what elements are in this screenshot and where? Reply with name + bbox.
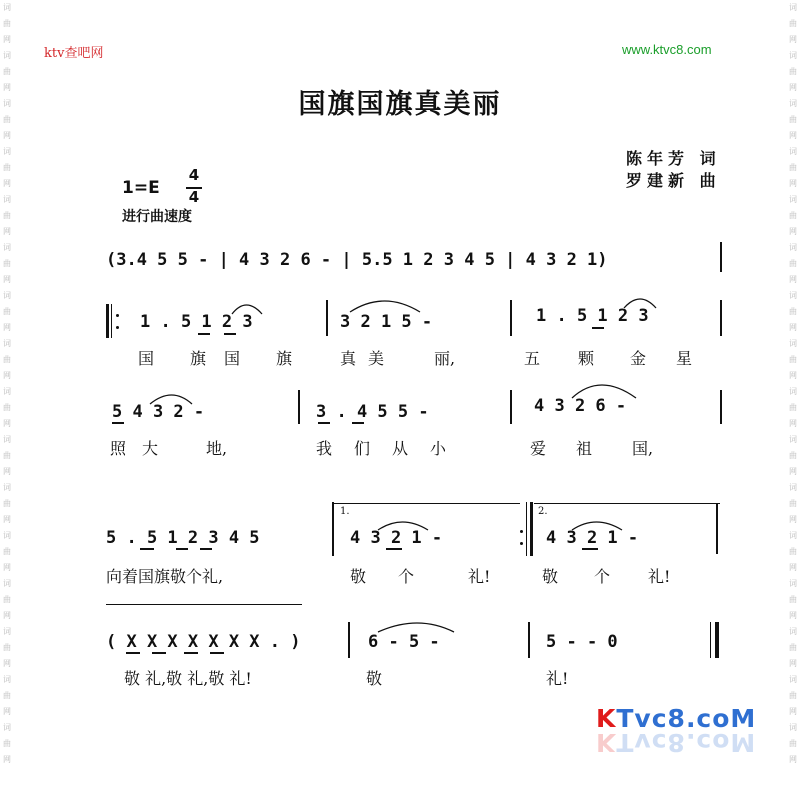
- lyric: 地,: [206, 439, 228, 458]
- edge-watermark-glyph: 词: [3, 387, 11, 396]
- notes-m4: 5 4 3 2 -: [112, 402, 205, 422]
- slur: [378, 623, 454, 632]
- edge-watermark-glyph: 曲: [3, 211, 11, 220]
- brand-watermark-reflection-k: K: [596, 728, 617, 757]
- lyric: 五: [524, 349, 541, 368]
- lyric: 敬 礼,敬 礼,敬 礼!: [124, 669, 252, 688]
- edge-watermark-glyph: 词: [789, 339, 797, 348]
- edge-watermark-glyph: 网: [3, 419, 11, 428]
- brand-watermark-rest: Tvc8.coM: [616, 704, 757, 733]
- edge-watermark-glyph: 词: [789, 99, 797, 108]
- notes-m3: 1 . 5 1 2 3: [536, 306, 649, 326]
- lyric: 大: [142, 439, 159, 458]
- edge-watermark-glyph: 网: [789, 467, 797, 476]
- edge-watermark-glyph: 网: [3, 611, 11, 620]
- notes-m8: 6 - 5 -: [368, 632, 440, 652]
- lyric: 旗: [190, 349, 207, 368]
- edge-watermark-glyph: 词: [789, 531, 797, 540]
- song-title: 国旗国旗真美丽: [298, 89, 502, 120]
- edge-watermark-glyph: 网: [789, 323, 797, 332]
- edge-watermark-glyph: 网: [789, 563, 797, 572]
- edge-watermark-glyph: 词: [3, 627, 11, 636]
- edge-watermark-glyph: 词: [3, 339, 11, 348]
- edge-watermark-glyph: 网: [3, 323, 11, 332]
- tempo-marking: 进行曲速度: [122, 209, 192, 225]
- brand-watermark-reflection: [596, 728, 756, 757]
- edge-watermark-glyph: 网: [3, 659, 11, 668]
- edge-watermark-glyph: 词: [3, 51, 11, 60]
- edge-watermark-glyph: 网: [3, 227, 11, 236]
- lyric: 礼!: [468, 567, 491, 586]
- key-signature: 1=E: [122, 178, 160, 198]
- lyric: 颗: [578, 349, 595, 368]
- edge-watermark-glyph: 词: [789, 291, 797, 300]
- edge-watermark-glyph: 词: [789, 675, 797, 684]
- composer-credit: 罗建新 曲: [626, 171, 721, 190]
- notes-m6: 4 3 2 6 -: [534, 396, 627, 416]
- edge-watermark-glyph: 网: [789, 275, 797, 284]
- edge-watermark-glyph: 词: [789, 723, 797, 732]
- edge-watermark-glyph: 曲: [789, 163, 797, 172]
- time-signature-top: 4: [188, 166, 200, 184]
- edge-watermark-glyph: 曲: [789, 595, 797, 604]
- edge-watermark-glyph: 词: [789, 3, 797, 12]
- edge-watermark-glyph: 曲: [789, 115, 797, 124]
- lyric: 爱: [530, 439, 547, 458]
- edge-watermark-glyph: 曲: [789, 499, 797, 508]
- lyric: 国: [138, 349, 155, 368]
- edge-watermark-glyph: 网: [789, 515, 797, 524]
- lyric: 真: [340, 349, 357, 368]
- slur: [572, 385, 636, 398]
- notes-m7: 5 . 5 1 2 3 4 5: [106, 528, 260, 548]
- edge-watermark-glyph: 曲: [789, 739, 797, 748]
- edge-watermark-glyph: 曲: [3, 19, 11, 28]
- edge-watermark-glyph: 曲: [3, 163, 11, 172]
- edge-watermark-glyph: 网: [3, 467, 11, 476]
- slur: [378, 522, 428, 530]
- edge-watermark-glyph: 词: [789, 195, 797, 204]
- brand-watermark-k: K: [596, 704, 617, 733]
- edge-watermark-glyph: 词: [789, 51, 797, 60]
- edge-watermark-glyph: 词: [789, 243, 797, 252]
- edge-watermark-glyph: 词: [3, 579, 11, 588]
- edge-watermark-glyph: 词: [3, 243, 11, 252]
- edge-watermark-glyph: 网: [789, 419, 797, 428]
- edge-watermark-glyph: 曲: [3, 451, 11, 460]
- lyric: 小: [430, 439, 447, 458]
- edge-watermark-glyph: 曲: [3, 67, 11, 76]
- edge-watermark-glyph: 网: [789, 35, 797, 44]
- edge-watermark-glyph: 网: [3, 707, 11, 716]
- notes-m1: 1 . 5 1 2 3: [140, 312, 253, 332]
- edge-watermark-glyph: 曲: [789, 355, 797, 364]
- edge-watermark-glyph: 网: [3, 131, 11, 140]
- edge-watermark-glyph: 词: [789, 627, 797, 636]
- edge-watermark-glyph: 词: [789, 387, 797, 396]
- edge-watermark-glyph: 网: [789, 83, 797, 92]
- edge-watermark-glyph: 曲: [3, 739, 11, 748]
- edge-watermark-glyph: 曲: [3, 643, 11, 652]
- edge-watermark-glyph: 词: [3, 147, 11, 156]
- edge-watermark-glyph: 网: [3, 515, 11, 524]
- edge-watermark-glyph: 网: [789, 611, 797, 620]
- lyric: 敬: [366, 669, 383, 688]
- notes-volta-2: 4 3 2 1 -: [546, 528, 639, 548]
- edge-watermark-glyph: 曲: [3, 547, 11, 556]
- lyric: 美: [368, 349, 385, 368]
- edge-watermark-glyph: 曲: [789, 691, 797, 700]
- lyric: 们: [354, 439, 371, 458]
- slur: [572, 522, 622, 530]
- lyric: 个: [594, 567, 611, 586]
- lyric: 敬: [350, 567, 367, 586]
- volta-1-label: 1.: [340, 506, 350, 517]
- edge-watermark-glyph: 词: [3, 3, 11, 12]
- lyric: 礼!: [546, 669, 569, 688]
- lyricist-credit: 陈年芳 词: [626, 149, 721, 168]
- notes-volta-1: 4 3 2 1 -: [350, 528, 443, 548]
- edge-watermark-glyph: 词: [3, 483, 11, 492]
- edge-watermark-glyph: 网: [3, 755, 11, 764]
- lyric: 个: [398, 567, 415, 586]
- edge-watermark-glyph: 网: [789, 659, 797, 668]
- edge-watermark-glyph: 曲: [789, 211, 797, 220]
- edge-watermark-glyph: 曲: [789, 19, 797, 28]
- edge-watermark-glyph: 词: [3, 99, 11, 108]
- edge-watermark-glyph: 网: [3, 179, 11, 188]
- edge-watermark-glyph: 曲: [789, 547, 797, 556]
- volta-2-label: 2.: [538, 506, 548, 517]
- edge-watermark-glyph: 词: [3, 723, 11, 732]
- edge-watermark-glyph: 网: [3, 371, 11, 380]
- edge-watermark-glyph: 曲: [3, 403, 11, 412]
- edge-watermark-glyph: 网: [789, 707, 797, 716]
- lyric: 从: [392, 439, 409, 458]
- time-signature-bottom: 4: [188, 188, 200, 206]
- lyric: 星: [676, 349, 693, 368]
- edge-watermark-glyph: 词: [3, 291, 11, 300]
- lyric: 金: [630, 349, 647, 368]
- lyric: 向着国旗敬个礼,: [106, 567, 224, 586]
- intro-notes: (3.4 5 5 - | 4 3 2 6 - | 5.5 1 2 3 4 5 | 4 3 2 1): [106, 250, 608, 270]
- lyric: 我: [316, 439, 333, 458]
- edge-watermark-glyph: 网: [789, 371, 797, 380]
- site-name-link[interactable]: ktv查吧网: [44, 46, 104, 61]
- edge-watermark-glyph: 词: [3, 435, 11, 444]
- lyric: 丽,: [434, 349, 456, 368]
- edge-watermark-glyph: 词: [789, 483, 797, 492]
- slur: [350, 301, 420, 312]
- lyric: 照: [110, 439, 127, 458]
- slur: [232, 305, 262, 314]
- edge-watermark-glyph: 曲: [3, 259, 11, 268]
- edge-watermark-glyph: 曲: [3, 355, 11, 364]
- slur: [624, 299, 656, 308]
- lyric: 祖: [576, 439, 593, 458]
- edge-watermark-glyph: 词: [789, 579, 797, 588]
- lyric: 礼!: [648, 567, 671, 586]
- edge-watermark-glyph: 词: [3, 675, 11, 684]
- notes-m9: 5 - - 0: [546, 632, 618, 652]
- edge-watermark-glyph: 曲: [789, 451, 797, 460]
- edge-watermark-glyph: 网: [3, 275, 11, 284]
- edge-watermark-glyph: 网: [789, 227, 797, 236]
- edge-watermark-glyph: 曲: [3, 115, 11, 124]
- edge-watermark-glyph: 曲: [789, 403, 797, 412]
- edge-watermark-glyph: 词: [3, 531, 11, 540]
- edge-watermark-glyph: 网: [3, 35, 11, 44]
- lyric: 国: [224, 349, 241, 368]
- edge-watermark-glyph: 网: [3, 563, 11, 572]
- edge-watermark-glyph: 曲: [3, 595, 11, 604]
- slur: [150, 395, 192, 404]
- edge-watermark-glyph: 曲: [3, 307, 11, 316]
- edge-watermark-glyph: 网: [789, 755, 797, 764]
- edge-watermark-glyph: 曲: [789, 307, 797, 316]
- edge-watermark-glyph: 曲: [3, 499, 11, 508]
- edge-watermark-glyph: 网: [3, 83, 11, 92]
- lyric: 旗: [276, 349, 293, 368]
- notes-m5: 3 . 4 5 5 -: [316, 402, 429, 422]
- brand-watermark-reflection-rest: Tvc8.coM: [616, 728, 757, 757]
- edge-watermark-glyph: 网: [789, 179, 797, 188]
- notes-m2: 3 2 1 5 -: [340, 312, 433, 332]
- lyric: 国,: [632, 439, 654, 458]
- edge-watermark-glyph: 词: [3, 195, 11, 204]
- edge-watermark-glyph: 曲: [789, 643, 797, 652]
- notes-rhythm: ( X X X X X X X . ): [106, 632, 301, 652]
- edge-watermark-glyph: 曲: [3, 691, 11, 700]
- edge-watermark-glyph: 曲: [789, 259, 797, 268]
- edge-watermark-glyph: 词: [789, 435, 797, 444]
- edge-watermark-glyph: 词: [789, 147, 797, 156]
- edge-watermark-glyph: 网: [789, 131, 797, 140]
- lyric: 敬: [542, 567, 559, 586]
- site-url-link[interactable]: www.ktvc8.com: [622, 42, 712, 57]
- edge-watermark-glyph: 曲: [789, 67, 797, 76]
